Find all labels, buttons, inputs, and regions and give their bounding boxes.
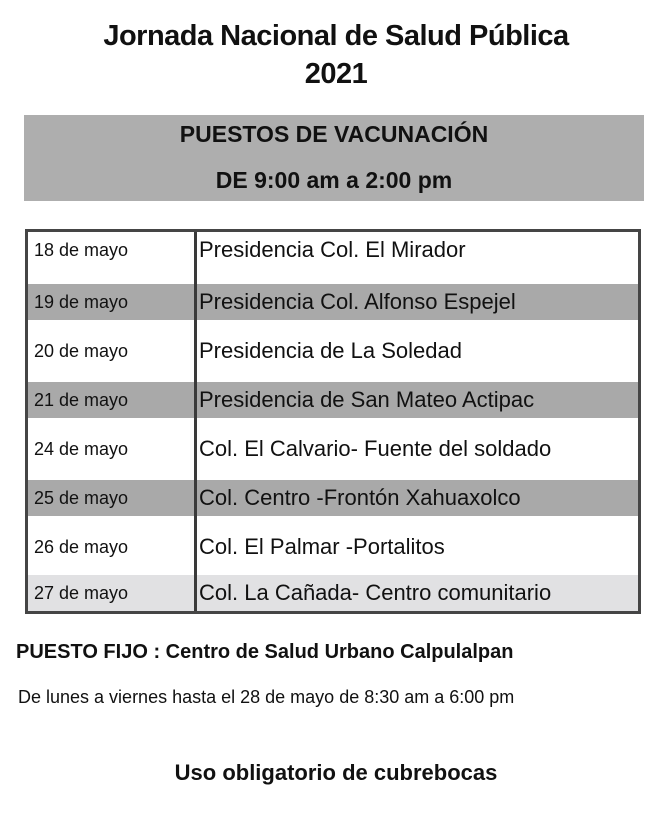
table-row bbox=[28, 382, 638, 418]
row-place: Presidencia de La Soledad bbox=[199, 338, 462, 363]
row-date: 21 de mayo bbox=[28, 382, 194, 418]
schedule-table bbox=[25, 229, 641, 614]
row-date: 19 de mayo bbox=[28, 284, 194, 320]
row-place: Presidencia Col. El Mirador bbox=[199, 237, 466, 262]
poster-title: Jornada Nacional de Salud Pública bbox=[103, 20, 569, 52]
row-place: Presidencia Col. Alfonso Espejel bbox=[197, 284, 638, 320]
table-row bbox=[28, 431, 638, 467]
mask-notice: Uso obligatorio de cubrebocas bbox=[174, 760, 498, 785]
row-place: Col. Centro -Frontón Xahuaxolco bbox=[197, 480, 638, 516]
banner-heading: PUESTOS DE VACUNACIÓN bbox=[179, 121, 489, 147]
row-date: 18 de mayo bbox=[34, 240, 129, 260]
table-row bbox=[28, 333, 638, 369]
poster-year: 2021 bbox=[304, 58, 368, 90]
row-date: 20 de mayo bbox=[34, 341, 129, 361]
fixed-post-hours: De lunes a viernes hasta el 28 de mayo de 8:30 am a 6:00 pm bbox=[18, 687, 515, 707]
table-row bbox=[28, 232, 638, 268]
fixed-post: PUESTO FIJO : Centro de Salud Urbano Calpulalpan bbox=[16, 641, 514, 663]
row-date: 27 de mayo bbox=[28, 575, 194, 611]
row-date: 24 de mayo bbox=[34, 439, 129, 459]
row-date: 26 de mayo bbox=[34, 537, 129, 557]
vaccination-banner bbox=[24, 115, 644, 201]
table-row bbox=[28, 575, 638, 611]
row-date: 25 de mayo bbox=[28, 480, 194, 516]
row-place: Col. El Calvario- Fuente del soldado bbox=[199, 436, 552, 461]
row-place: Col. La Cañada- Centro comunitario bbox=[197, 575, 638, 611]
row-place: Presidencia de San Mateo Actipac bbox=[197, 382, 638, 418]
table-row bbox=[28, 284, 638, 320]
column-divider bbox=[194, 232, 197, 611]
row-place: Col. El Palmar -Portalitos bbox=[199, 534, 445, 559]
table-row bbox=[28, 480, 638, 516]
banner-hours: DE 9:00 am a 2:00 pm bbox=[215, 167, 453, 193]
table-row bbox=[28, 529, 638, 565]
